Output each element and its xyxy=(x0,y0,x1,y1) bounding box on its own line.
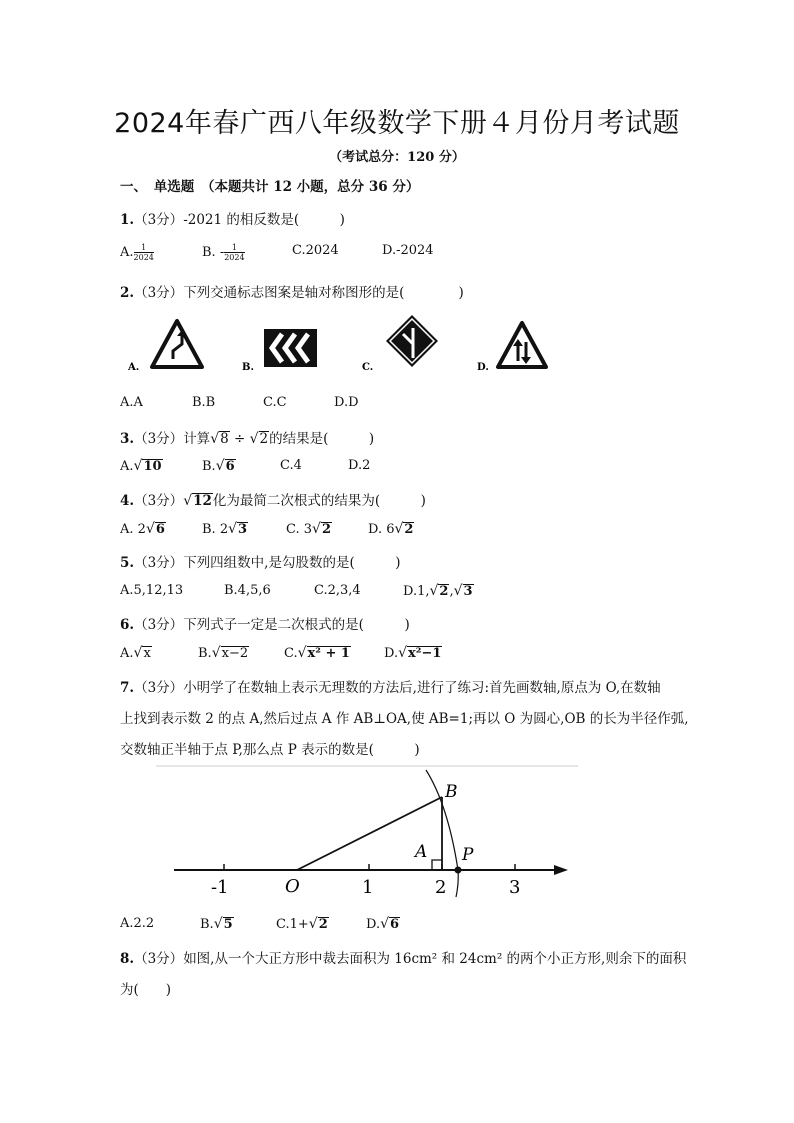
traffic-signs-figure xyxy=(122,314,562,376)
option-d: D.1,√2,√3 xyxy=(403,583,473,599)
option-d: D.√x²−1 xyxy=(384,645,442,661)
question-8-line-2: 为( ) xyxy=(120,982,172,998)
question-4: 4.（3分）√12化为最简二次根式的结果为( ) xyxy=(120,493,426,509)
question-5: 5.（3分）下列四组数中,是勾股数的是( ) xyxy=(120,555,401,571)
option-b: B. 2√3 xyxy=(202,521,248,537)
merge-sign-icon xyxy=(386,315,438,367)
option-b: B.√5 xyxy=(200,916,233,932)
point-p-dot xyxy=(455,867,462,874)
option-d: D. 6√2 xyxy=(368,521,414,537)
option-c: C.1+√2 xyxy=(276,916,328,932)
option-a: A.2.2 xyxy=(120,916,155,931)
label-2: 2 xyxy=(435,877,447,898)
option-b: B.B xyxy=(192,395,216,410)
question-6: 6.（3分）下列式子一定是二次根式的是( ) xyxy=(120,617,410,633)
label-a: A xyxy=(415,842,428,862)
axis-arrow-icon xyxy=(554,865,568,875)
option-a: A. $\frac{1}{2024}$ xyxy=(120,243,154,262)
label-p: P xyxy=(462,845,474,865)
sign-label-c: C. xyxy=(362,362,374,373)
question-7-line-3: 交数轴正半轴于点 P,那么点 P 表示的数是( ) xyxy=(120,742,420,758)
option-c: C. 3√2 xyxy=(286,521,331,537)
label-b: B xyxy=(445,782,458,802)
option-b: B. - $\frac{1}{2024}$ xyxy=(202,243,245,262)
label-origin: O xyxy=(285,876,300,897)
exam-total-score: （考试总分：120 分） xyxy=(329,150,465,165)
label-3: 3 xyxy=(509,877,521,898)
number-line-figure xyxy=(156,765,578,900)
option-d: D.√6 xyxy=(366,916,400,932)
option-c: C.2,3,4 xyxy=(314,583,361,598)
option-a: A.5,12,13 xyxy=(120,583,184,598)
winding-road-sign-icon xyxy=(152,321,202,367)
sign-label-d: D. xyxy=(477,362,489,373)
label-1: 1 xyxy=(362,877,374,898)
option-c: C.2024 xyxy=(292,243,339,258)
question-1: 1.（3分）-2021 的相反数是( ) xyxy=(120,212,345,228)
question-3: 3.（3分）计算√8 ÷ √2的结果是( ) xyxy=(120,431,375,447)
question-7-line-2: 上找到表示数 2 的点 A,然后过点 A 作 AB⊥OA,使 AB=1;再以 O 为圆心,OB 的长为半径作弧, xyxy=(120,711,689,727)
option-a: A.A xyxy=(120,395,143,410)
question-2: 2.（3分）下列交通标志图案是轴对称图形的是( ) xyxy=(120,285,464,301)
option-d: D.2 xyxy=(348,458,371,473)
option-b: B.4,5,6 xyxy=(224,583,271,598)
option-c: C.C xyxy=(263,395,287,410)
option-c: C.√x² + 1 xyxy=(284,645,350,661)
right-angle-mark xyxy=(432,860,442,870)
page-title: 2024年春广西八年级数学下册４月份月考试题 xyxy=(114,108,680,139)
sign-label-b: B. xyxy=(242,362,254,373)
option-c: C.4 xyxy=(280,458,302,473)
question-8-line-1: 8.（3分）如图,从一个大正方形中裁去面积为 16cm² 和 24cm² 的两个小正方形,则余下的面积 xyxy=(120,951,687,967)
two-way-traffic-sign-icon xyxy=(498,323,546,367)
option-a: A. 2√6 xyxy=(120,521,165,537)
label-neg1: -1 xyxy=(211,877,229,898)
option-d: D.D xyxy=(334,395,359,410)
section-heading: 一、 单选题 （本题共计 12 小题，总分 36 分） xyxy=(120,179,420,195)
option-d: D.-2024 xyxy=(382,243,434,258)
option-a: A.√x xyxy=(120,645,151,661)
option-b: B.√x−2 xyxy=(198,645,249,661)
sign-label-a: A. xyxy=(128,362,140,373)
option-b: B.√6 xyxy=(202,458,235,474)
chevron-sign-icon xyxy=(264,329,317,367)
option-a: A.√10 xyxy=(120,458,162,474)
question-7-line-1: 7.（3分）小明学了在数轴上表示无理数的方法后,进行了练习:首先画数轴,原点为 O,在数轴 xyxy=(120,680,661,696)
